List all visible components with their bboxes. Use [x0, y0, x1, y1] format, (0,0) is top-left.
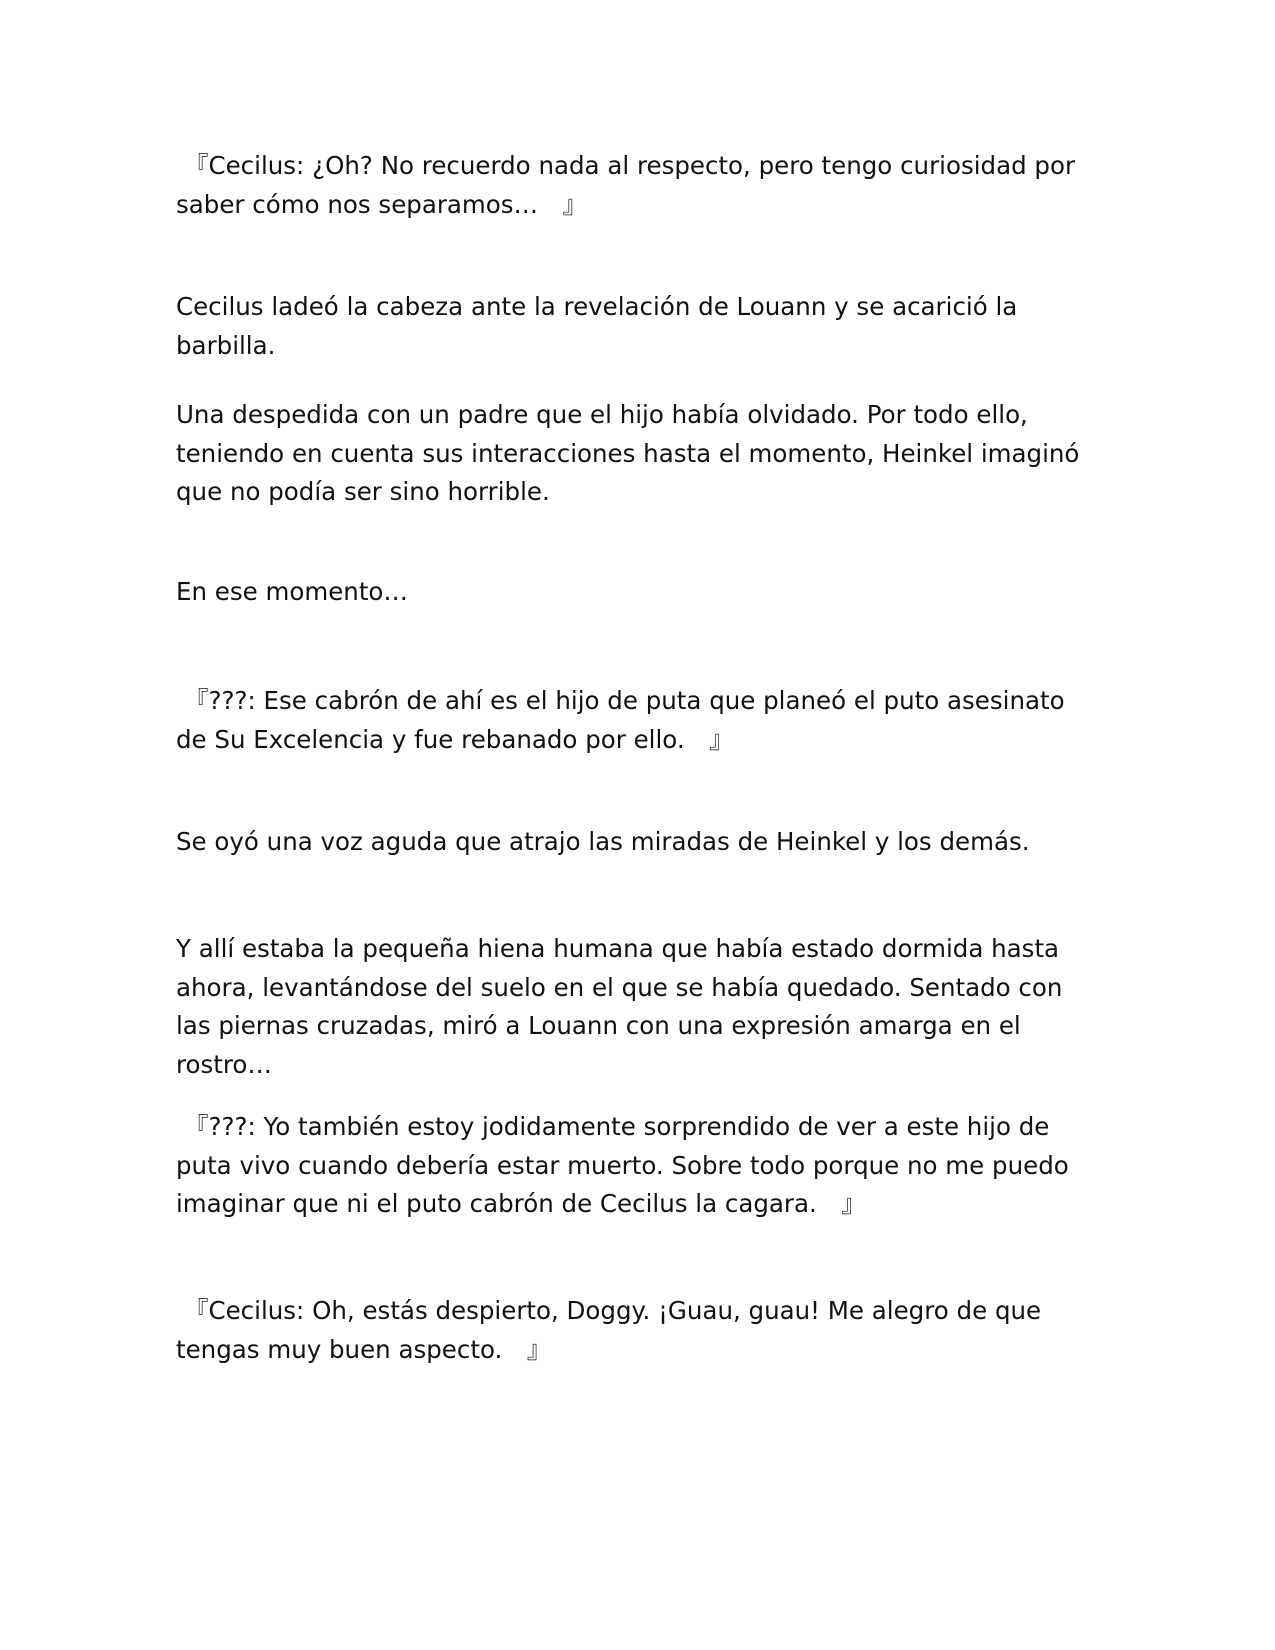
paragraph-dialog-cecilus-1: 『Cecilus: ¿Oh? No recuerdo nada al respecto, pero tengo curiosidad por saber cómo nos separamos… 』 [176, 151, 1076, 219]
paragraph-narration-3: En ese momento… [176, 577, 408, 606]
paragraph-narration-4: Se oyó una voz aguda que atrajo las miradas de Heinkel y los demás. [176, 827, 1030, 856]
paragraph-dialog-unknown-2: 『???: Yo también estoy jodidamente sorprendido de ver a este hijo de puta vivo cuando debería estar muerto. Sobre todo porque no me puedo imaginar que ni el puto cabrón de Cecilus la cagara. 』 [176, 1112, 1069, 1218]
paragraph-narration-2: Una despedida con un padre que el hijo había olvidado. Por todo ello, teniendo en cuenta sus interacciones hasta el momento, Heinkel imaginó que no podía ser sino horrible. [176, 400, 1080, 506]
paragraph-narration-1: Cecilus ladeó la cabeza ante la revelación de Louann y se acarició la barbilla. [176, 292, 1018, 360]
paragraph-dialog-unknown-1: 『???: Ese cabrón de ahí es el hijo de puta que planeó el puto asesinato de Su Excelencia y fue rebanado por ello. 』 [176, 686, 1065, 754]
paragraph-narration-5: Y allí estaba la pequeña hiena humana que había estado dormida hasta ahora, levantándose del suelo en el que se había quedado. Sentado con las piernas cruzadas, miró a Louann con una expresión amarga en el rostro… [176, 934, 1063, 1079]
paragraph-dialog-cecilus-2: 『Cecilus: Oh, estás despierto, Doggy. ¡Guau, guau! Me alegro de que tengas muy buen aspecto. 』 [176, 1296, 1042, 1364]
